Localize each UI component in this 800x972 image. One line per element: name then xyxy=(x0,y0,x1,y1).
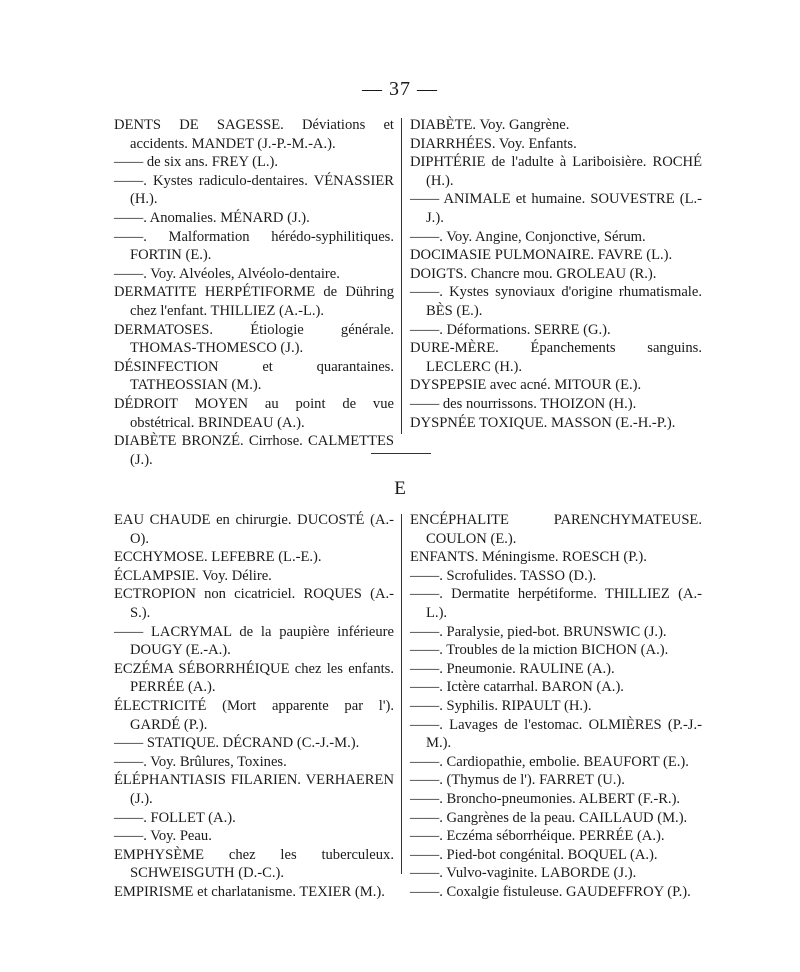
index-entry: ——. Kystes synoviaux d'origine rhumatismale. BÈS (E.). xyxy=(410,284,702,319)
index-entry: ENCÉPHALITE PARENCHYMATEUSE. COULON (E.). xyxy=(410,512,702,547)
index-entry: DURE-MÈRE. Épanchements sanguins. LECLERC (H.). xyxy=(410,340,702,375)
index-entry: ECTROPION non cicatriciel. ROQUES (A.-S.). xyxy=(114,586,394,621)
index-entry: ÉCLAMPSIE. Voy. Délire. xyxy=(114,567,272,584)
index-entry: DENTS DE SAGESSE. Déviations et accidents. MANDET (J.-P.-M.-A.). xyxy=(114,117,394,152)
section-letter: E xyxy=(394,478,406,499)
index-entry: —— des nourrissons. THOIZON (H.). xyxy=(410,395,637,412)
index-entry: DÉDROIT MOYEN au point de vue obstétrical. BRINDEAU (A.). xyxy=(114,395,394,431)
index-entry: DIABÈTE BRONZÉ. Cirrhose. CALMETTES (J.). xyxy=(114,433,394,468)
index-entry: —— LACRYMAL de la paupière inférieure DOUGY (E.-A.). xyxy=(114,623,394,659)
column-divider-bottom xyxy=(401,514,402,874)
index-entry: ÉLECTRICITÉ (Mort apparente par l'). GARDÉ (P.). xyxy=(114,697,394,733)
page-number: — 37 — xyxy=(362,78,438,100)
index-entry: ——. Scrofulides. TASSO (D.). xyxy=(410,567,597,584)
index-entry: DOIGTS. Chancre mou. GROLEAU (R.). xyxy=(410,265,657,282)
index-entry: —— ANIMALE et humaine. SOUVESTRE (L.-J.). xyxy=(410,191,702,226)
index-entry: ——. Ictère catarrhal. BARON (A.). xyxy=(410,679,624,696)
index-entry: ——. FOLLET (A.). xyxy=(114,809,236,826)
index-entry: ——. Pneumonie. RAULINE (A.). xyxy=(410,660,615,677)
index-entry: DIPHTÉRIE de l'adulte à Lariboisière. ROCHÉ (H.). xyxy=(410,154,702,189)
index-entry: ——. Malformation hérédo-syphilitiques. FORTIN (E.). xyxy=(114,228,394,264)
index-entry: ——. Voy. Alvéoles, Alvéolo-dentaire. xyxy=(114,265,340,282)
index-entry: ÉLÉPHANTIASIS FILARIEN. VERHAEREN (J.). xyxy=(114,772,394,807)
index-entry: ——. Broncho-pneumonies. ALBERT (F.-R.). xyxy=(410,790,681,807)
index-entry: DOCIMASIE PULMONAIRE. FAVRE (L.). xyxy=(410,247,673,264)
index-entry: ECCHYMOSE. LEFEBRE (L.-E.). xyxy=(114,549,322,566)
index-entry: EMPHYSÈME chez les tuberculeux. SCHWEISGUTH (D.-C.). xyxy=(114,846,394,882)
index-entry: ——. (Thymus de l'). FARRET (U.). xyxy=(410,772,625,789)
index-column-top-right xyxy=(410,116,702,432)
index-entry: ——. Voy. Angine, Conjonctive, Sérum. xyxy=(410,228,646,245)
index-entry: DERMATITE HERPÉTIFORME de Dühring chez l'enfant. THILLIEZ (A.-L.). xyxy=(114,284,394,319)
index-column-bottom-right xyxy=(410,511,702,901)
index-entry: ——. Dermatite herpétiforme. THILLIEZ (A.-L.). xyxy=(410,586,702,621)
index-entry: ——. Anomalies. MÉNARD (J.). xyxy=(114,209,310,226)
index-entry: ——. Cardiopathie, embolie. BEAUFORT (E.). xyxy=(410,753,689,770)
index-entry: ——. Syphilis. RIPAULT (H.). xyxy=(410,697,592,714)
index-entry: ——. Kystes radiculo-dentaires. VÉNASSIER (H.). xyxy=(114,172,394,208)
index-entry: ——. Eczéma séborrhéique. PERRÉE (A.). xyxy=(410,828,665,845)
index-entry: ENFANTS. Méningisme. ROESCH (P.). xyxy=(410,549,647,566)
index-entry: ECZÉMA SÉBORRHÉIQUE chez les enfants. PERRÉE (A.). xyxy=(114,660,394,696)
index-entry: ——. Pied-bot congénital. BOQUEL (A.). xyxy=(410,846,658,863)
index-entry: ——. Déformations. SERRE (G.). xyxy=(410,321,611,338)
index-entry: ——. Gangrènes de la peau. CAILLAUD (M.). xyxy=(410,809,688,826)
index-entry: DIARRHÉES. Voy. Enfants. xyxy=(410,135,577,152)
index-entry: ——. Lavages de l'estomac. OLMIÈRES (P.-J.-M.). xyxy=(410,716,702,752)
index-entry: ——. Voy. Peau. xyxy=(114,828,212,845)
index-entry: ——. Troubles de la miction BICHON (A.). xyxy=(410,642,669,659)
index-entry: ——. Paralysie, pied-bot. BRUNSWIC (J.). xyxy=(410,623,667,640)
index-column-top-left xyxy=(114,116,394,469)
index-entry: ——. Coxalgie fistuleuse. GAUDEFFROY (P.). xyxy=(410,883,691,900)
index-entry: DERMATOSES. Étiologie générale. THOMAS-THOMESCO (J.). xyxy=(114,321,394,357)
section-separator xyxy=(371,453,431,454)
column-divider-top xyxy=(401,118,402,434)
index-entry: DYSPEPSIE avec acné. MITOUR (E.). xyxy=(410,377,642,394)
index-entry: —— STATIQUE. DÉCRAND (C.-J.-M.). xyxy=(114,735,360,752)
index-entry: EAU CHAUDE en chirurgie. DUCOSTÉ (A.-O). xyxy=(114,512,394,547)
index-entry: DYSPNÉE TOXIQUE. MASSON (E.-H.-P.). xyxy=(410,414,676,431)
index-entry: ——. Vulvo-vaginite. LABORDE (J.). xyxy=(410,865,637,882)
index-entry: DIABÈTE. Voy. Gangrène. xyxy=(410,117,570,133)
index-entry: DÉSINFECTION et quarantaines. TATHEOSSIAN (M.). xyxy=(114,358,394,394)
index-entry: —— de six ans. FREY (L.). xyxy=(114,154,279,171)
index-column-bottom-left xyxy=(114,511,394,901)
index-entry: ——. Voy. Brûlures, Toxines. xyxy=(114,753,287,770)
index-entry: EMPIRISME et charlatanisme. TEXIER (M.). xyxy=(114,883,385,900)
